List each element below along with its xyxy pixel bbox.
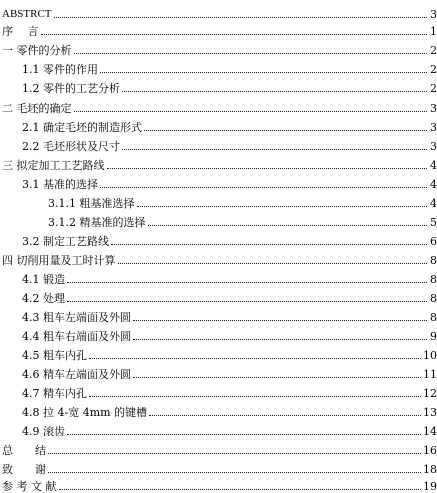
toc-entry-title: 4.1 锻造 [22,273,65,286]
toc-entry-4-5[interactable] [0,345,437,362]
toc-entry-page: 12 [423,387,437,400]
toc-entry-title: 4.9 滚齿 [22,425,65,438]
toc-entry-title: 一 零件的分析 [2,44,72,57]
toc-entry-title: 3.1.1 粗基准选择 [48,197,135,210]
toc-entry-4-1[interactable] [0,269,437,286]
toc-leader [67,282,427,283]
toc-entry-page: 18 [423,463,437,476]
toc-entry-page: 10 [423,349,437,362]
toc-entry-title: 4.7 精车内孔 [22,387,87,400]
toc-entry-4-2[interactable] [0,288,437,305]
toc-entry-4-9[interactable] [0,421,437,438]
toc-leader [48,472,421,473]
toc-entry-page: 8 [430,273,437,286]
toc-leader [122,91,427,92]
toc-entry-page: 16 [423,444,437,457]
toc-entry-title: 2.2 毛坯形状及尺寸 [22,140,120,153]
toc-leader [148,225,428,226]
toc-leader [100,72,427,73]
toc-leader [74,111,428,112]
toc-entry-title: 3.2 制定工艺路线 [22,235,109,248]
toc-leader [67,301,427,302]
toc-entry-title: 2.1 确定毛坯的制造形式 [22,121,142,134]
toc-entry-page: 4 [430,197,437,210]
toc-entry-page: 6 [430,235,437,248]
toc-entry-page: 8 [430,292,437,305]
toc-entry-preface[interactable] [0,21,437,38]
toc-leader [74,53,428,54]
toc-leader [48,453,421,454]
toc-entry-chapter-4[interactable] [0,250,437,267]
toc-leader [133,320,427,321]
toc-leader [54,17,427,18]
toc-entry-page: 3 [430,140,437,153]
toc-entry-abstract[interactable] [0,4,437,21]
toc-entry-acknowledgements[interactable] [0,459,437,476]
toc-entry-page: 19 [423,480,437,493]
toc-entry-3-1-1[interactable] [0,193,437,210]
toc-leader [89,358,421,359]
toc-entry-title: 4.8 拉 4-宽 4mm 的键槽 [22,406,148,419]
toc-entry-chapter-1[interactable] [0,40,437,57]
toc-entry-title: 致 谢 [2,463,46,476]
toc-leader [111,244,427,245]
toc-entry-page: 2 [430,44,437,57]
toc-leader [122,149,427,150]
toc-leader [89,396,421,397]
toc-entry-page: 2 [430,63,437,76]
toc-entry-page: 5 [430,216,437,229]
toc-leader [67,434,421,435]
toc-entry-4-6[interactable] [0,364,437,381]
toc-entry-title: 参 考 文 献 [2,480,57,493]
toc-entry-1-2[interactable] [0,78,437,95]
toc-entry-title: 总 结 [2,444,46,457]
toc-entry-page: 3 [430,102,437,115]
toc-entry-page: 4 [430,159,437,172]
toc-leader [41,34,428,35]
toc-entry-title: 3.1 基准的选择 [22,178,98,191]
toc-leader [100,187,427,188]
toc-leader [133,377,421,378]
toc-leader [133,339,427,340]
toc-entry-3-1-2[interactable] [0,212,437,229]
toc-entry-title: 4.3 粗车左端面及外圆 [22,311,131,324]
toc-entry-4-4[interactable] [0,326,437,343]
toc-leader [59,489,422,490]
toc-entry-title: 4.4 粗车右端面及外圆 [22,330,131,343]
toc-entry-title: 1.2 零件的工艺分析 [22,82,120,95]
toc-entry-page: 11 [423,368,437,381]
toc-entry-page: 1 [430,25,437,38]
toc-entry-2-1[interactable] [0,117,437,134]
toc-entry-title: 三 拟定加工工艺路线 [2,159,105,172]
toc-entry-3-2[interactable] [0,231,437,248]
toc-entry-title: 3.1.2 精基准的选择 [48,216,146,229]
toc-entry-page: 13 [423,406,437,419]
toc-entry-page: 8 [430,254,437,267]
toc-entry-page: 3 [430,8,437,21]
toc-entry-references[interactable] [0,476,437,493]
toc-entry-page: 9 [430,330,437,343]
toc-leader [144,130,427,131]
toc-entry-title: 二 毛坯的确定 [2,102,72,115]
toc-entry-4-7[interactable] [0,383,437,400]
toc-entry-4-8[interactable] [0,402,437,419]
toc-leader [107,168,428,169]
toc-leader [118,263,428,264]
toc-entry-title: 4.5 粗车内孔 [22,349,87,362]
toc-entry-title: 1.1 零件的作用 [22,63,98,76]
toc-entry-3-1[interactable] [0,174,437,191]
toc-entry-page: 4 [430,178,437,191]
toc-entry-page: 8 [430,311,437,324]
toc-leader [149,415,421,416]
toc-entry-title: 4.6 精车左端面及外圆 [22,368,131,381]
toc-entry-chapter-2[interactable] [0,98,437,115]
toc-entry-title: 四 切削用量及工时计算 [2,254,116,267]
toc-entry-summary[interactable] [0,440,437,457]
toc-entry-title: 4.2 处理 [22,292,65,305]
toc-entry-chapter-3[interactable] [0,155,437,172]
toc-entry-page: 14 [423,425,437,438]
toc-entry-4-3[interactable] [0,307,437,324]
toc-entry-title: ABSTRCT [2,8,52,20]
toc-leader [137,206,428,207]
toc-entry-1-1[interactable] [0,59,437,76]
toc-entry-page: 2 [430,82,437,95]
toc-entry-2-2[interactable] [0,136,437,153]
toc-entry-title: 序 言 [2,25,39,38]
toc-entry-page: 3 [430,121,437,134]
